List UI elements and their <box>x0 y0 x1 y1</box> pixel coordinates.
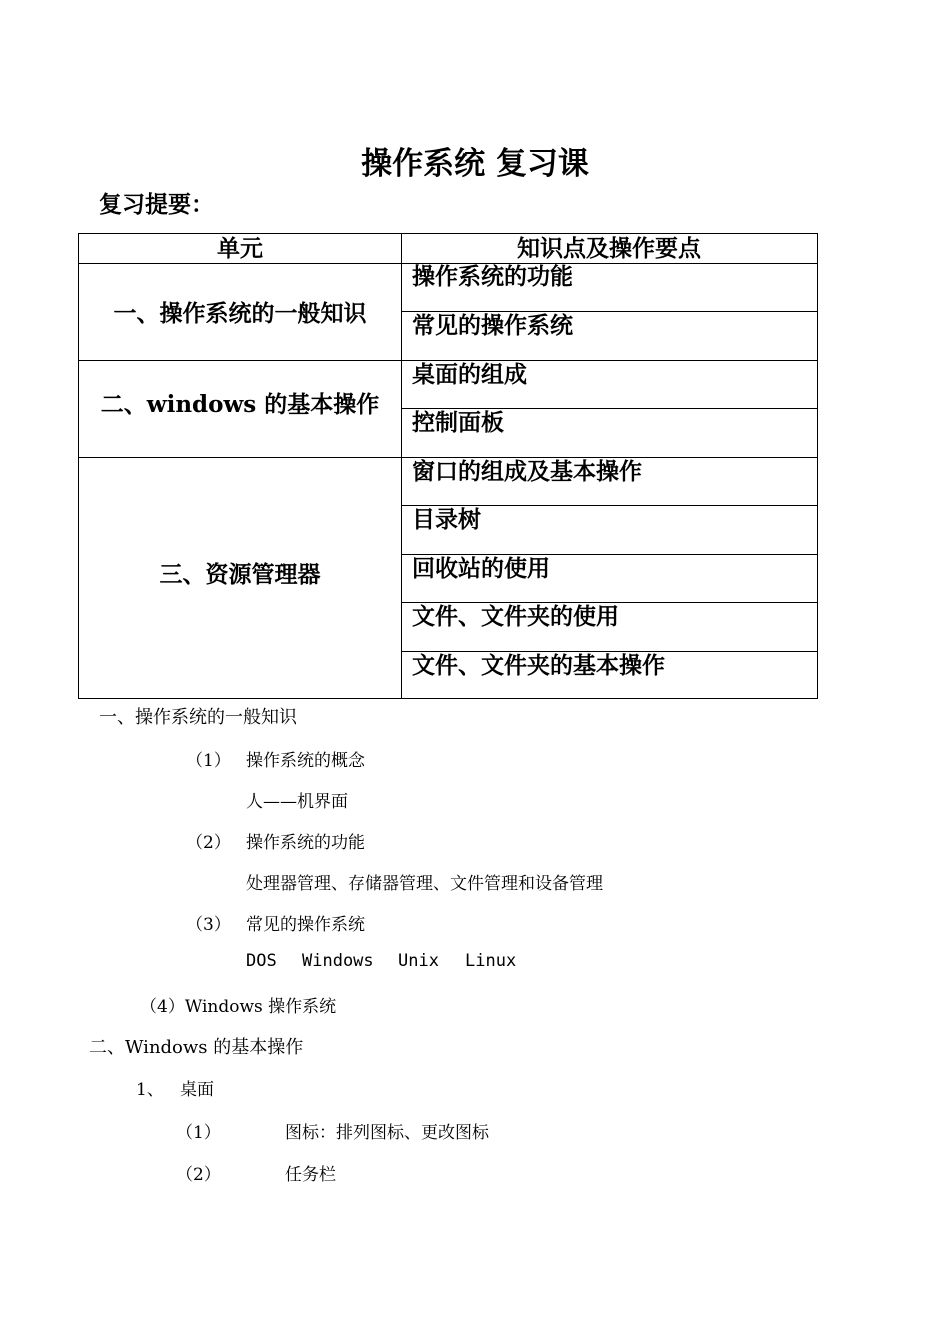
point-cell: 目录树 <box>412 506 481 533</box>
item-number: （2） <box>186 833 231 853</box>
item-text: 图标：排列图标、更改图标 <box>285 1123 489 1143</box>
sub-number: 1、 <box>136 1080 164 1100</box>
item-title: 操作系统的概念 <box>246 751 365 771</box>
item-number: （2） <box>176 1165 221 1185</box>
point-cell: 操作系统的功能 <box>412 263 573 290</box>
column-divider <box>401 234 402 698</box>
item-text: 任务栏 <box>285 1165 336 1185</box>
page-title: 操作系统 复习课 <box>361 146 589 182</box>
unit-cell: 一、操作系统的一般知识 <box>113 300 367 327</box>
point-cell: 回收站的使用 <box>412 555 550 582</box>
review-table <box>78 233 818 699</box>
unit-cell: 二、windows 的基本操作 <box>100 391 380 418</box>
unit-cell: 三、资源管理器 <box>159 561 321 588</box>
point-cell: 控制面板 <box>412 409 504 436</box>
point-cell: 桌面的组成 <box>412 361 527 388</box>
item-title: 操作系统的功能 <box>246 833 365 853</box>
review-summary-heading: 复习提要： <box>99 191 214 218</box>
item-number: （1） <box>186 751 231 771</box>
os-name: Unix <box>398 951 439 971</box>
point-cell: 窗口的组成及基本操作 <box>412 458 642 485</box>
os-name: DOS <box>246 951 277 971</box>
item-detail: 人——机界面 <box>246 792 348 812</box>
item-detail: 处理器管理、存储器管理、文件管理和设备管理 <box>246 874 603 894</box>
item-number: （1） <box>176 1123 221 1143</box>
item-number: （3） <box>186 915 231 935</box>
os-name: Linux <box>465 951 517 971</box>
section-heading: 二、Windows 的基本操作 <box>89 1037 304 1058</box>
section-heading: 一、操作系统的一般知识 <box>99 707 297 728</box>
header-unit: 单元 <box>217 235 263 262</box>
point-cell: 常见的操作系统 <box>412 312 573 339</box>
item-line: （4）Windows 操作系统 <box>140 997 337 1017</box>
point-cell: 文件、文件夹的使用 <box>412 603 619 630</box>
point-cell: 文件、文件夹的基本操作 <box>412 652 665 679</box>
header-points: 知识点及操作要点 <box>517 235 701 262</box>
item-title: 常见的操作系统 <box>246 915 365 935</box>
os-name: Windows <box>302 951 374 971</box>
sub-title: 桌面 <box>180 1080 214 1100</box>
